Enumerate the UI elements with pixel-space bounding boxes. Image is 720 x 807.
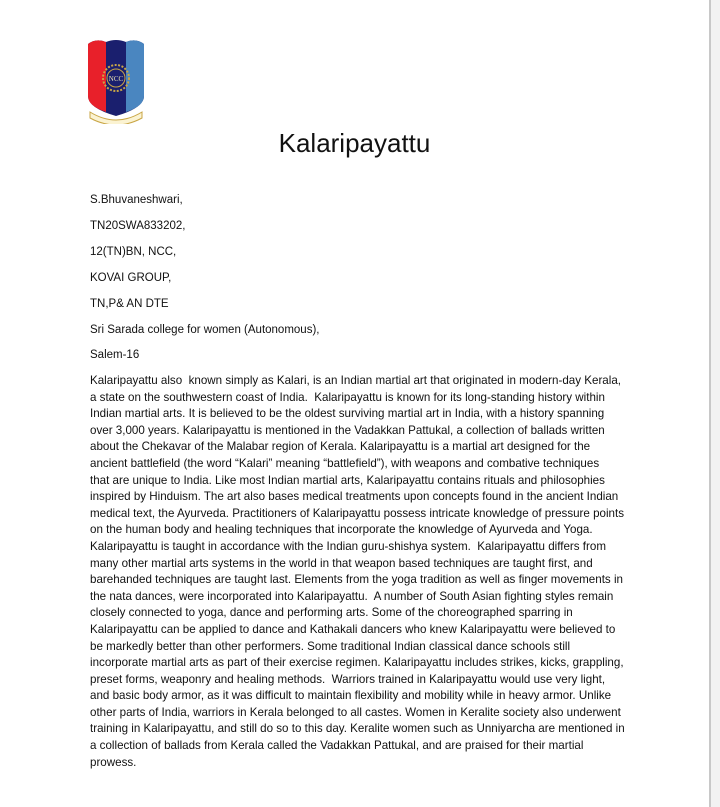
body-line: over 3,000 years. Kalaripayattu is mentioned in the Vadakkan Pattukal, a collection of ballads written [90, 423, 605, 437]
body-line: inspired by Hinduism. The art also bases medical treatments upon concepts found in the ancient Indian [90, 490, 619, 504]
body-line: Kalaripayattu also known simply as Kalari, is an Indian martial art that originated in modern-day Kerala, [90, 374, 622, 387]
author-detail-line: Salem-16 [90, 349, 140, 361]
body-line: medical text, the Ayurveda. Practitioners of Kalaripayattu possess intricate knowledge of pressure points [90, 506, 625, 520]
body-line: a collection of ballads from Kerala called the Vadakkan Pattukal, and are praised for their martial [90, 739, 584, 753]
author-detail-line: TN20SWA833202, [90, 220, 186, 232]
body-line: that are unique to India. Like most Indian martial arts, Kalaripayattu contains rituals and philosophies [90, 473, 605, 487]
body-line: incorporate martial arts as part of their exercise regimen. Kalaripayattu includes strikes, kicks, grappling, [90, 656, 624, 670]
document-title: Kalaripayattu [278, 128, 431, 158]
body-line: training in Kalaripayattu, and still do so to this day. Keralite women such as Unniyarcha are mentioned in [90, 722, 625, 736]
body-line: Indian martial arts. It is believed to be the oldest surviving martial art in India, with a history spanning [90, 407, 605, 421]
author-detail-line: Sri Sarada college for women (Autonomous), [90, 324, 320, 336]
ncc-logo [86, 38, 146, 124]
body-line: prowess. [90, 755, 137, 769]
body-line: be markedly better than other performers. Some traditional Indian classical dance schools still [90, 639, 571, 653]
body-line: Kalaripayattu is taught in accordance with the Indian guru-shishya system. Kalaripayattu differs from [90, 539, 606, 553]
body-line: closely connected to yoga, dance and performing arts. Some of the choreographed sparring in [90, 606, 573, 620]
body-line: about the Chekavar of the Malabar region of Kerala. Kalaripayattu is a martial art designed for the [90, 440, 591, 454]
author-detail-line: 12(TN)BN, NCC, [90, 246, 177, 258]
body-line: other parts of India, warriors in Kerala belonged to all castes. Women in Keralite society also underwent [90, 705, 621, 719]
body-line: many other martial arts systems in the world in that weapon based techniques are taught first, and [90, 556, 593, 570]
author-detail-line: TN,P& AN DTE [90, 298, 169, 310]
body-line: barehanded techniques are taught last. Elements from the yoga tradition as well as finger movements in [90, 573, 623, 587]
body-line: on the human body and healing techniques that incorporate the knowledge of Ayurveda and Yoga. [90, 523, 593, 537]
body-line: the nata dances, were incorporated into Kalaripayattu. A number of South Asian fighting styles remain [90, 589, 614, 603]
author-detail-line: S.Bhuvaneshwari, [90, 194, 183, 206]
body-paragraph [90, 373, 625, 771]
author-detail-line: KOVAI GROUP, [90, 272, 172, 284]
svg-text:NCC: NCC [108, 75, 124, 83]
body-line: preset forms, weaponry and healing methods. Warriors trained in Kalaripayattu would use very light, [90, 672, 606, 686]
body-line: Kalaripayattu can be applied to dance and Kathakali dancers who knew Kalaripayattu were believed to [90, 622, 616, 636]
body-line: a state on the southwestern coast of India. Kalaripayattu is known for its long-standing history within [90, 390, 605, 404]
body-line: ancient battlefield (the word “Kalari” meaning “battlefield”), with weapons and combative techniques [90, 456, 600, 470]
body-line: and basic body armor, as it was difficult to maintain flexibility and mobility while in heavy armor. Unlike [90, 689, 612, 703]
